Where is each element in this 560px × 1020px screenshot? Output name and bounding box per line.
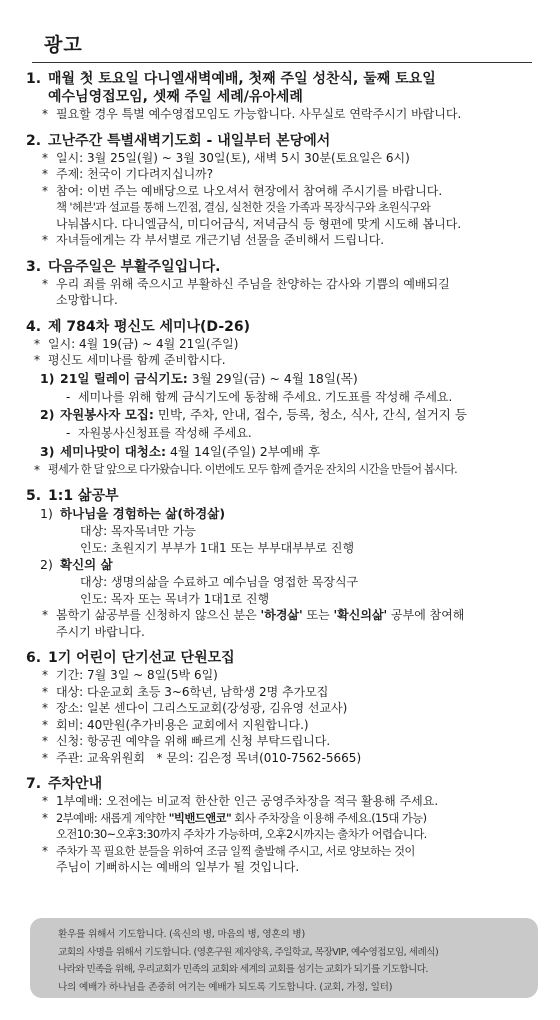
section-title-cont: 예수님영접모임, 셋째 주일 세례/유아세례 [48,89,303,105]
section-title: 다음주일은 부활주일입니다. [48,258,221,275]
announcement-2 [20,132,536,249]
bullet-star: * [42,843,48,858]
bullet-text: 참여: 이번 주는 예배당으로 나오셔서 현장에서 참여해 주시기를 바랍니다. [56,183,443,198]
bullet-text-cont: 나눠봅시다. 다니엘금식, 미디어금식, 저녁금식 등 형편에 맞게 시도해 봅니다. [56,216,462,231]
prayer-line: 나라와 민족을 위해, 우리교회가 민족의 교회와 세계의 교회를 섬기는 교회가 되기를 기도합니다. [58,964,428,975]
bullet-star: * [156,750,163,765]
section-number: 2. [26,132,42,149]
bullet-star: * [42,684,48,699]
bullet-star: * [34,336,40,351]
bullet-star: * [34,462,40,477]
bullet-text-cont: 책 '헤븐'과 설교를 통해 느낀점, 결심, 실천한 것을 가족과 목장식구와 초원식구와 [56,200,431,214]
prayer-line: 교회의 사명을 위해서 기도합니다. (영혼구원 제자양육, 주일학교, 목장VIP, 예수영접모임, 세례식) [58,946,439,958]
bullet-text: 공부에 참여해 [387,608,465,622]
sub-text: 민박, 주차, 안내, 접수, 등록, 청소, 식사, 간식, 설거지 등 [157,407,467,422]
bold-phrase: '확신의삶' [333,608,388,622]
section-number: 4. [26,318,42,335]
section-number: 6. [26,650,42,666]
dash-marker: - [66,389,71,404]
bullet-text: 자녀들에게는 각 부서별로 개근기념 선물을 준비해서 드립니다. [56,233,385,247]
dash-text: 세미나를 위해 함께 금식기도에 동참해 주세요. 기도표를 작성해 주세요. [78,389,453,404]
title-divider [32,62,532,63]
bullet-text: 주제: 천국이 기다려지십니까? [56,167,214,181]
sub-title: 하나님을 경험하는 삶(하경삶) [60,506,226,521]
bullet-text-cont: 주님이 기뻐하시는 예배의 일부가 될 것입니다. [56,860,300,874]
bullet-star: * [42,734,48,748]
prayer-box [30,918,538,998]
dash-text: 자원봉사신청표를 작성해 주세요. [78,426,252,440]
detail-text: 인도: 초원지기 부부가 1대1 또는 부부대부부로 진행 [80,540,355,555]
bullet-text: 일시: 3월 25일(월) ~ 3월 30일(토), 새벽 5시 30분(토요일은 6시) [56,150,410,165]
bullet-text-cont: 주시기 바랍니다. [56,624,145,639]
sub-title: 자원봉사자 모집: [60,407,154,422]
bullet-star: * [42,668,48,682]
bullet-text: 일시: 4월 19(금) ~ 4월 21일(주일) [48,336,239,351]
bullet-text: 2부예배: 새롭게 계약한 [56,810,169,825]
bullet-star: * [42,608,48,622]
sub-text: 4월 14일(주일) 2부예배 후 [169,443,321,459]
bullet-text: 회사 주차장을 이용해 주세요.(15대 가능) [231,810,427,825]
bullet-text: 필요할 경우 특별 예수영접모임도 가능합니다. 사무실로 연락주시기 바랍니다. [56,107,462,121]
bullet-text-cont: 오전10:30~오후3:30까지 주차가 가능하며, 오후2시까지는 출차가 어렵습니다. [56,827,427,841]
bullet-text: 주차가 꼭 필요한 분들을 위하여 조금 일찍 출발해 주시고, 서로 양보하는 것이 [56,843,415,858]
bold-phrase: '하경삶' [260,608,303,622]
sub-number: 2) [40,557,53,572]
section-number: 1. [26,71,42,87]
sub-title: 확신의 삶 [60,557,113,572]
bullet-text: 우리 죄를 위해 죽으시고 부활하신 주님을 찬양하는 감사와 기쁨의 예배되길 [56,276,450,291]
bullet-star: * [42,810,48,825]
bullet-text: 기간: 7월 3일 ~ 8일(5박 6일) [56,668,218,682]
announcement-5 [20,487,536,640]
dash-marker: - [66,426,71,440]
bullet-text: 봄학기 삶공부를 신청하지 않으신 분은 [56,608,261,622]
section-title: 매월 첫 토요일 다니엘새벽예배, 첫째 주일 성찬식, 둘째 토요일 [48,71,436,87]
announcement-7 [20,775,536,876]
sub-title: 21일 릴레이 금식기도: [60,370,188,386]
sub-number: 3) [40,443,55,459]
contact-text: 문의: 김은정 목녀(010-7562-5665) [166,750,362,765]
bullet-text: 대상: 다운교회 초등 3~6학년, 남학생 2명 추가모집 [56,684,329,699]
bullet-star: * [42,150,48,165]
announcement-1 [20,70,536,123]
bullet-star: * [42,750,48,765]
page-title: 광고 [44,34,83,56]
bold-phrase: "빅밴드앤코" [168,810,232,825]
announcement-3 [20,258,536,309]
section-number: 5. [26,488,42,504]
announcement-6 [20,649,536,766]
bullet-star: * [42,183,48,198]
bullet-star: * [42,276,48,291]
announcements-list [20,70,536,885]
sub-number: 1) [40,370,55,386]
sub-number: 2) [40,407,55,422]
bullet-text: 주관: 교육위원회 [56,750,146,765]
announcement-4 [20,318,536,479]
section-number: 3. [26,258,42,275]
bullet-star: * [42,167,48,181]
bullet-star: * [42,233,48,247]
section-title: 주차안내 [48,776,103,792]
sub-text: 3월 29일(금) ~ 4월 18일(목) [191,370,358,386]
bullet-text: 1부예배: 오전에는 비교적 한산한 인근 공영주차장을 적극 활용해 주세요. [56,794,439,808]
bullet-star: * [34,353,40,367]
bullet-text: 평세가 한 달 앞으로 다가왔습니다. 이번에도 모두 함께 즐거운 잔치의 시간을 만들어 봅시다. [48,462,457,476]
section-number: 7. [26,776,42,792]
sub-title: 세미나맞이 대청소: [60,443,166,459]
detail-text: 대상: 목자목녀만 가능 [80,524,197,538]
bullet-text: 평신도 세미나를 함께 준비합시다. [48,353,226,367]
sub-number: 1) [40,506,53,521]
detail-text: 인도: 목자 또는 목녀가 1대1로 진행 [80,591,270,606]
prayer-line: 나의 예배가 하나님을 존중히 여기는 예배가 되도록 기도합니다. (교회, 가정, 일터) [58,981,393,993]
bullet-text: 신청: 항공권 예약을 위해 빠르게 신청 부탁드립니다. [56,734,331,748]
section-title: 제 784차 평신도 세미나(D-26) [48,318,251,335]
bullet-text: 장소: 일본 센다이 그리스도교회(강성광, 김유영 선교사) [56,701,348,715]
bullet-star: * [42,701,48,715]
bullet-text: 또는 [302,608,334,622]
bullet-star: * [42,717,48,732]
bullet-text: 회비: 40만원(추가비용은 교회에서 지원합니다.) [56,717,309,732]
bullet-star: * [42,107,48,121]
bullet-text-cont: 소망합니다. [56,293,118,307]
section-title: 고난주간 특별새벽기도회 - 내일부터 본당에서 [48,132,331,149]
prayer-line: 환우를 위해서 기도합니다. (육신의 병, 마음의 병, 영혼의 병) [58,929,305,940]
section-title: 1:1 삶공부 [48,488,119,504]
detail-text: 대상: 생명의삶을 수료하고 예수님을 영접한 목장식구 [80,575,359,589]
section-title: 1기 어린이 단기선교 단원모집 [48,650,235,666]
bullet-star: * [42,794,48,808]
